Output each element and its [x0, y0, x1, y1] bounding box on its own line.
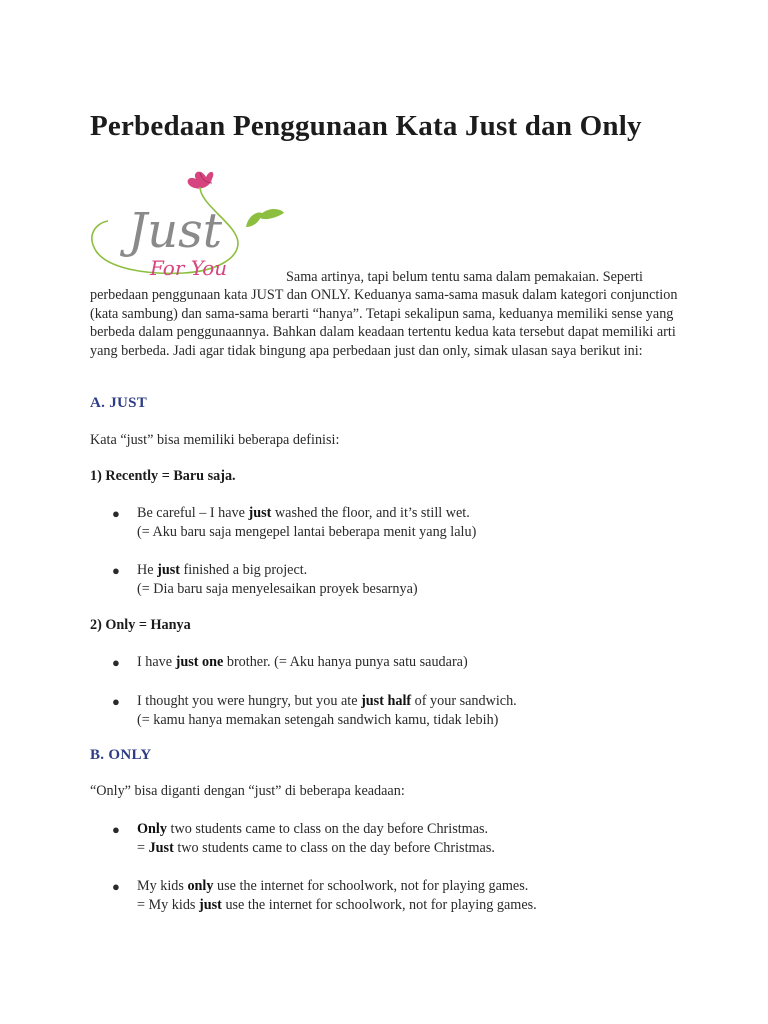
bullet-icon: ●	[112, 879, 120, 894]
bullet-icon: ●	[112, 655, 120, 670]
section-a-heading: A. JUST	[90, 395, 148, 411]
list-item: ● Be careful – I have just washed the floor, and it’s still wet. (= Aku baru saja mengepel lantai beberapa menit yang lalu)	[112, 505, 477, 540]
intro-paragraph: Sama artinya, tapi belum tentu sama dalam pemakaian. Seperti perbedaan penggunaan kata JUST dan ONLY. Keduanya sama-sama masuk dalam kategori conjunction (kata sambung) dan sama-sama berarti “hanya”. Tetapi sekalipun sama, keduanya memiliki sense yang berbeda dalam penggunaannya. Bahkan dalam keadaan tertentu kedua kata tersebut dapat memiliki arti yang berbeda. Jadi agar tidak bingung apa perbedaan just dan only, simak ulasan saya berikut ini:	[90, 269, 678, 359]
bullet-icon: ●	[112, 563, 120, 578]
section-b-intro: “Only” bisa diganti dengan “just” di beberapa keadaan:	[90, 783, 405, 799]
just-for-you-logo	[88, 165, 288, 285]
svg-text:For You: For You	[150, 256, 228, 280]
list-item: ● I have just one brother. (= Aku hanya punya satu saudara)	[112, 654, 468, 670]
bullet-icon: ●	[112, 694, 120, 709]
svg-text:Just: Just	[128, 203, 223, 259]
subheading-only: 2) Only = Hanya	[90, 617, 191, 633]
bullet-icon: ●	[112, 822, 120, 837]
section-b-heading: B. ONLY	[90, 747, 152, 763]
subheading-recently: 1) Recently = Baru saja.	[90, 468, 236, 484]
list-item: ● Only two students came to class on the day before Christmas. = Just two students came to class on the day before Christmas.	[112, 821, 495, 856]
section-a-intro: Kata “just” bisa memiliki beberapa definisi:	[90, 432, 340, 448]
bullet-icon: ●	[112, 506, 120, 521]
list-item: ● I thought you were hungry, but you ate just half of your sandwich. (= kamu hanya memakan setengah sandwich kamu, tidak lebih)	[112, 693, 517, 728]
page-title: Perbedaan Penggunaan Kata Just dan Only	[90, 110, 642, 142]
list-item: ● He just finished a big project. (= Dia baru saja menyelesaikan proyek besarnya)	[112, 562, 418, 597]
list-item: ● My kids only use the internet for schoolwork, not for playing games. = My kids just use the internet for schoolwork, not for playing games.	[112, 878, 537, 913]
